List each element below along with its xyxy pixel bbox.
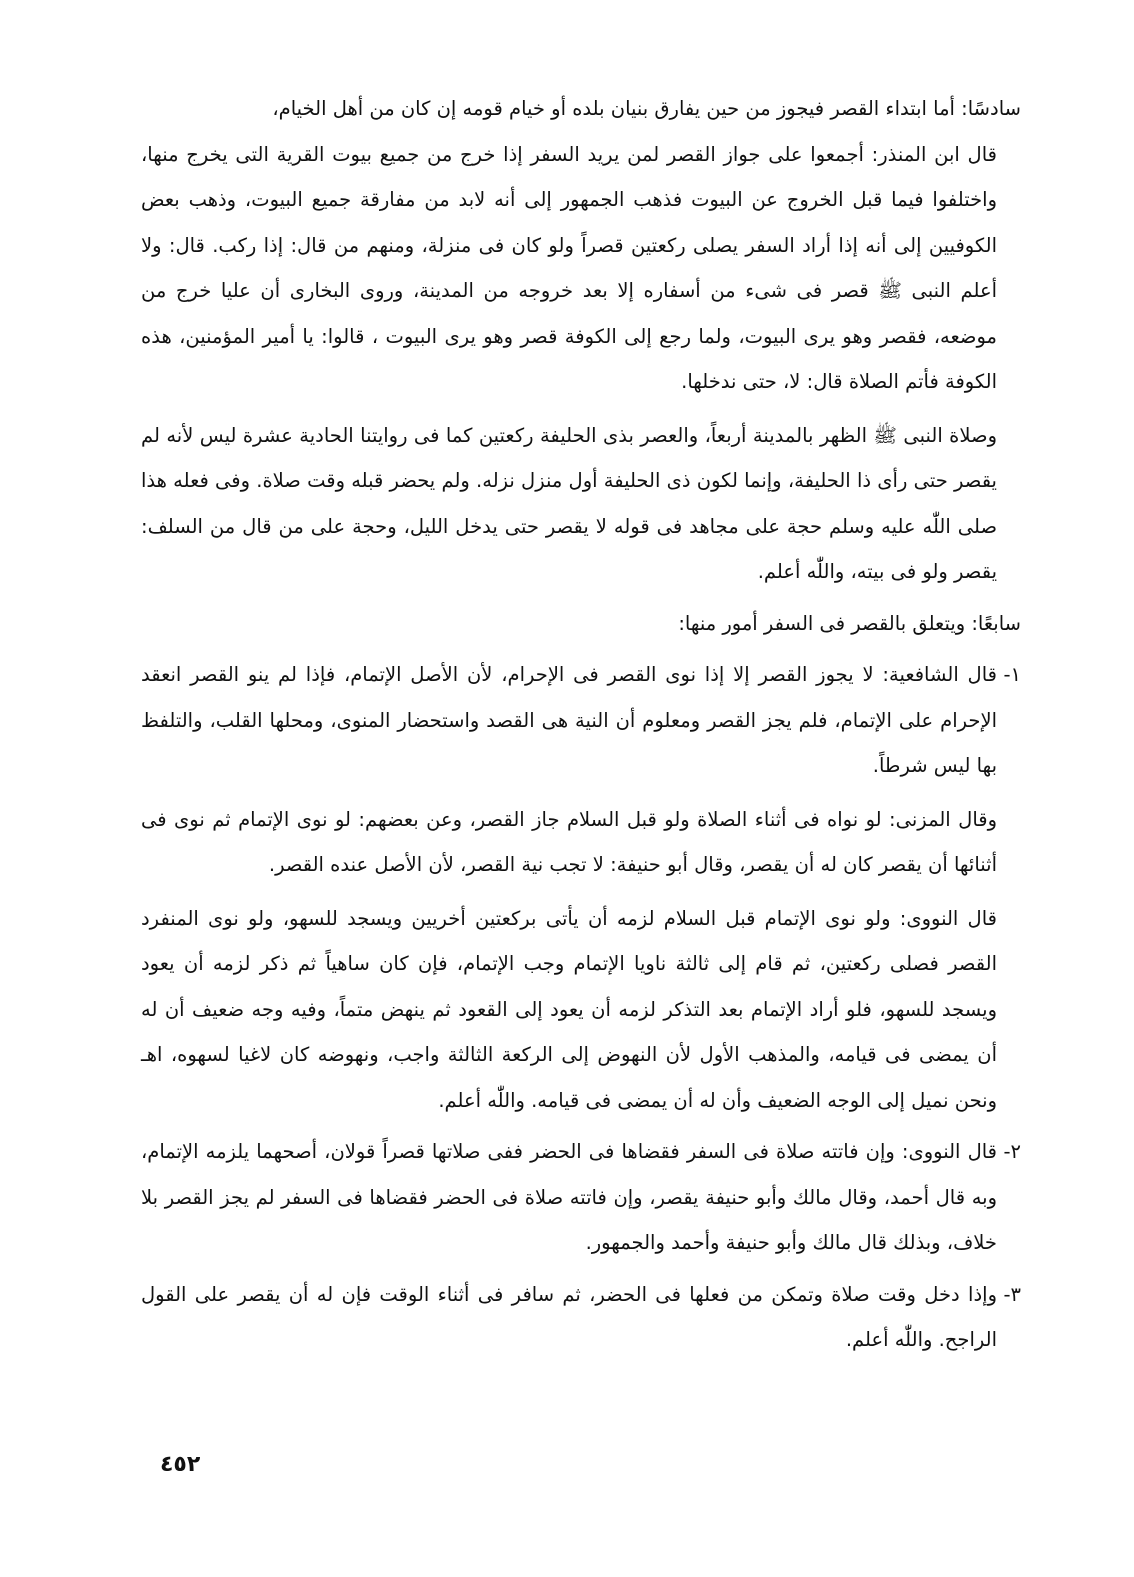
section-6-paragraph-1: قال ابن المنذر: أجمعوا على جواز القصر لمن يريد السفر إذا خرج من جميع بيوت القرية التى يخرج منها، واختلفوا فيما قبل الخروج عن البيوت فذهب الجمهور إلى أنه لابد من مفارقة جميع البيوت، وذهب بعض الكوفيين إلى أنه إذا أراد السفر يصلى ركعتين قصراً ولو كان فى منزلة، ومنهم من قال: إذا ركب. قال: ولا أعلم النبى ﷺ قصر فى شىء من أسفاره إلا بعد خروجه من المدينة، وروى البخارى أن عليا خرج من موضعه، فقصر وهو يرى البيوت، ولما رجع إلى الكوفة قصر وهو يرى البيوت ، قالوا: يا أمير المؤمنين، هذه الكوفة فأتم الصلاة قال: لا، حتى ندخلها.: [141, 142, 997, 393]
list-item-1-paragraph-3: قال النووى: ولو نوى الإتمام قبل السلام لزمه أن يأتى بركعتين أخريين ويسجد للسهو، ولو نوى المنفرد القصر فصلى ركعتين، ثم قام إلى ثالثة ناويا الإتمام وجب الإتمام، فإن كان ساهياً ثم ذكر لزمه أن يعود ويسجد للسهو، فلو أراد الإتمام بعد التذكر لزمه أن يعود إلى القعود ثم ينهض متماً، وفيه وجه ضعيف أن له أن يمضى فى قيامه، والمذهب الأول لأن النهوض إلى الركعة الثالثة واجب، ونهوضه كان لاغيا لسهوه، اهـ ونحن نميل إلى الوجه الضعيف وأن له أن يمضى فى قيامه. واللّٰه أعلم.: [141, 906, 997, 1112]
list-item-3: [141, 1272, 1021, 1363]
list-number: ٣-: [1003, 1282, 1021, 1306]
page-number: ٤٥٢: [160, 1452, 201, 1477]
section-6-lead: سادسًا: أما ابتداء القصر فيجوز من حين يفارق بنيان بلده أو خيام قومه إن كان من أهل الخيام،: [272, 97, 1021, 120]
list-item-2: [141, 1129, 1021, 1266]
list-number: ١-: [1003, 663, 1021, 686]
list-item-3-paragraph-1: وإذا دخل وقت صلاة وتمكن من فعلها فى الحضر، ثم سافر فى أثناء الوقت فإن له أن يقصر على القول الراجح. واللّٰه أعلم.: [141, 1282, 997, 1351]
list-item-2-paragraph-1: قال النووى: وإن فاتته صلاة فى السفر فقضاها فى الحضر ففى صلاتها قصراً قولان، أصحهما يلزمه الإتمام، وبه قال أحمد، وقال مالك وأبو حنيفة يقصر، وإن فاتته صلاة فى الحضر فقضاها فى السفر لم يجز القصر بلا خلاف، وبذلك قال مالك وأبو حنيفة وأحمد والجمهور.: [141, 1140, 997, 1254]
list-item-1: [141, 652, 1021, 1123]
list-item-body: [141, 652, 997, 1123]
section-6-body: [141, 132, 997, 595]
list-number: ٢-: [1003, 1140, 1021, 1163]
list-item-body: [141, 1272, 997, 1363]
list-item-body: [141, 1129, 997, 1266]
list-item-1-paragraph-2: وقال المزنى: لو نواه فى أثناء الصلاة ولو قبل السلام جاز القصر، وعن بعضهم: لو نوى الإتمام ثم نوى فى أثنائها أن يقصر كان له أن يقصر، وقال أبو حنيفة: لا تجب نية القصر، لأن الأصل عنده القصر.: [141, 807, 997, 876]
page-body: [141, 86, 1021, 1363]
section-6-paragraph-2: وصلاة النبى ﷺ الظهر بالمدينة أربعاً، والعصر بذى الحليفة ركعتين كما فى روايتنا الحادية عشرة ليس لأنه لم يقصر حتى رأى ذا الحليفة، وإنما لكون ذى الحليفة أول منزل نزله. ولم يحضر قبله وقت صلاة. وفى فعله هذا صلى اللّٰه عليه وسلم حجة على مجاهد فى قوله لا يقصر حتى يدخل الليل، وحجة على من قال من السلف: يقصر ولو فى بيته، واللّٰه أعلم.: [141, 423, 997, 583]
list-item-1-paragraph-1: قال الشافعية: لا يجوز القصر إلا إذا نوى القصر فى الإحرام، لأن الأصل الإتمام، فإذا لم ينو القصر انعقد الإحرام على الإتمام، فلم يجز القصر ومعلوم أن النية هى القصد واستحضار المنوى، ومحلها القلب، والتلفظ بها ليس شرطاً.: [141, 663, 997, 777]
section-7-lead: سابعًا: ويتعلق بالقصر فى السفر أمور منها:: [678, 611, 1021, 635]
